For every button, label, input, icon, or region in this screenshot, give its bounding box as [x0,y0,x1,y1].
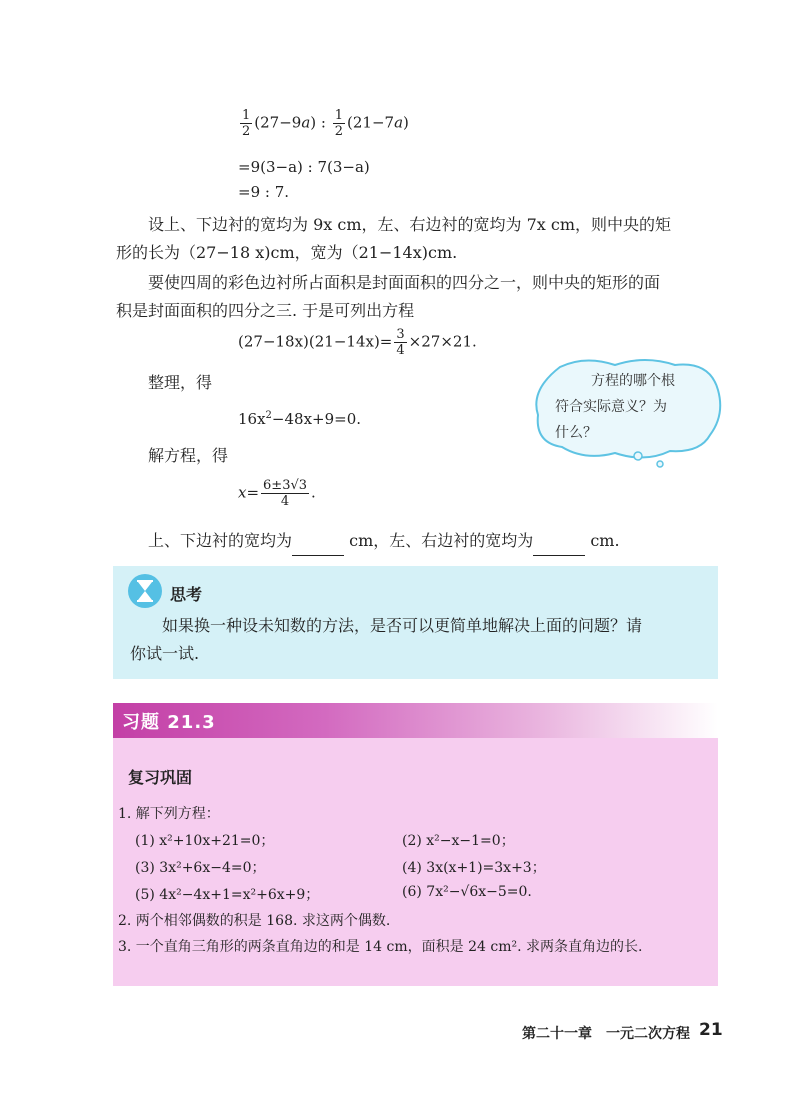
think-body: 如果换一种设未知数的方法，是否可以更简单地解决上面的问题？请 你试一试. [130,616,643,663]
three-quarters-fraction: $\frac{3}{4}$ [396,327,405,358]
question-2: 2. 两个相邻偶数的积是 168. 求这两个偶数. [118,913,391,929]
q1-item-4: (4) 3x(x+1)=3x+3； [402,860,546,876]
think-title: 思考 [170,585,203,604]
ratio-line-2: =9(3−a) : 7(3−a) [238,158,370,176]
hourglass-icon [128,574,162,608]
question-1: 1. 解下列方程： [118,806,220,822]
solve-label: 解方程，得 [148,446,229,465]
exercise-subtitle: 复习巩固 [128,768,193,787]
solution: x= $\frac{6\pm 3√3}{4}$ . [238,478,316,509]
footer-chapter: 第二十一章 一元二次方程 [522,1026,690,1042]
ratio-line-3: =9 : 7. [238,183,290,201]
q1-item-6: (6) 7x²−√6x−5=0. [402,884,532,900]
para2-line2: 积是封面面积的四分之三. 于是可列出方程 [116,301,415,320]
q1-item-1: (1) x²+10x+21=0； [135,833,275,849]
answer-blank-2 [533,527,585,556]
para1-line2: 形的长为（27−18 x)cm，宽为（21−14x)cm. [116,243,458,262]
exercise-title: 习题 21.3 [122,712,216,733]
page-number: 21 [699,1020,723,1040]
tidy-label: 整理，得 [148,373,213,392]
bubble-text: 方程的哪个根 符合实际意义？为 什么？ [555,373,675,441]
q1-item-2: (2) x²−x−1=0； [402,833,515,849]
question-3: 3. 一个直角三角形的两条直角边的和是 14 cm，面积是 24 cm². 求两条直角边的长. [118,939,643,955]
solution-fraction: $\frac{6\pm 3√3}{4}$ [263,478,308,509]
q1-item-3: (3) 3x²+6x−4=0； [135,860,266,876]
para2-line1: 要使四周的彩色边衬所占面积是封面面积的四分之一，则中央的矩形的面 [148,273,661,292]
answer-blank-1 [292,527,344,556]
para1-line1: 设上、下边衬的宽均为 9x cm，左、右边衬的宽均为 7x cm，则中央的矩 [148,215,672,234]
equation-1: (27−18x)(21−14x)= $\frac{3}{4}$ ×27×21. [238,327,477,358]
ratio-line-1: $\frac{1}{2}$ (27−9a) : $\frac{1}{2}$ (21−7a) [242,108,409,139]
equation-2: $16x^2-48x+9=0$. [238,410,362,428]
answer-line: 上、下边衬的宽均为 cm，左、右边衬的宽均为 cm. [148,527,620,556]
half-fraction-1: $\frac{1}{2}$ [242,108,251,139]
half-fraction-2: $\frac{1}{2}$ [334,108,344,139]
q1-item-5: (5) 4x²−4x+1=x²+6x+9； [135,887,320,903]
